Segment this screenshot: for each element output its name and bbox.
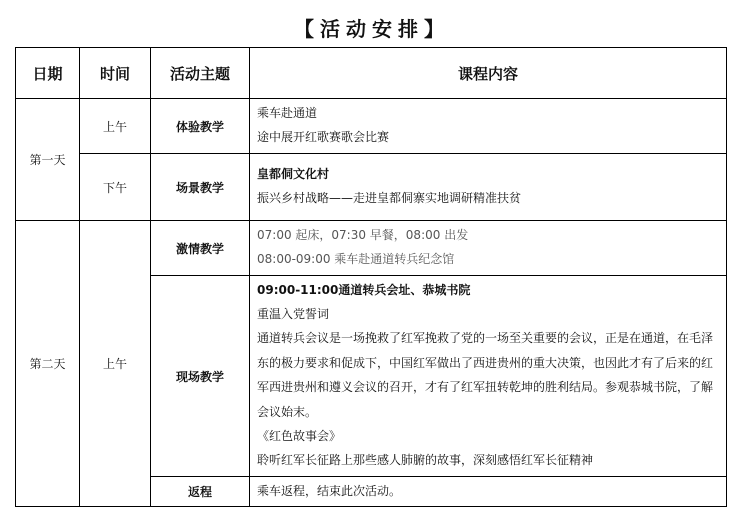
day1-date: 第一天 xyxy=(16,99,80,221)
header-date: 日期 xyxy=(16,48,80,99)
day2-passion-content xyxy=(250,221,727,276)
content-subheading: 重温入党誓词 xyxy=(257,307,330,321)
content-line: 07:00 起床，07:30 早餐，08:00 出发 xyxy=(257,228,469,242)
content-line: 振兴乡村战略——走进皇都侗寨实地调研精准扶贫 xyxy=(257,191,522,205)
day2-onsite-content xyxy=(250,276,727,477)
day1-afternoon-theme: 场景教学 xyxy=(151,154,250,221)
header-content: 课程内容 xyxy=(250,48,727,99)
content-paragraph: 通道转兵会议是一场挽救了红军挽救了党的一场至关重要的会议，正是在通道，在毛泽东的极力要求和促成下，中国红军做出了西进贵州的重大决策，也因此才有了后来的红军西进贵州和遵义会议的召开，才有了红军扭转乾坤的胜利结局。参观恭城书院，了解会议始末。 xyxy=(257,331,714,419)
content-line: 聆听红军长征路上那些感人肺腑的故事，深刻感悟红军长征精神 xyxy=(257,453,594,467)
header-time: 时间 xyxy=(80,48,151,99)
header-theme: 活动主题 xyxy=(151,48,250,99)
story-title: 《红色故事会》 xyxy=(257,429,342,443)
day2-time: 上午 xyxy=(80,221,151,507)
content-heading: 09:00-11:00通道转兵会址、恭城书院 xyxy=(257,283,471,297)
day1-afternoon-content xyxy=(250,154,727,221)
table-row xyxy=(16,221,727,276)
day1-morning-theme: 体验教学 xyxy=(151,99,250,154)
day2-return-content xyxy=(250,477,727,507)
schedule-table xyxy=(15,47,727,507)
header-row xyxy=(16,48,727,99)
day2-passion-theme: 激情教学 xyxy=(151,221,250,276)
table-row xyxy=(16,154,727,221)
day2-return-theme: 返程 xyxy=(151,477,250,507)
day1-morning-content xyxy=(250,99,727,154)
content-line: 乘车返程，结束此次活动。 xyxy=(257,483,402,498)
day1-morning-time: 上午 xyxy=(80,99,151,154)
day2-onsite-theme: 现场教学 xyxy=(151,276,250,477)
day2-date: 第二天 xyxy=(16,221,80,507)
content-line: 途中展开红歌赛歌会比赛 xyxy=(257,130,390,144)
day1-afternoon-time: 下午 xyxy=(80,154,151,221)
table-row xyxy=(16,99,727,154)
page-title: 【活动安排】 xyxy=(294,17,450,41)
content-heading: 皇都侗文化村 xyxy=(257,167,330,181)
content-line: 乘车赴通道 xyxy=(257,106,318,120)
content-line: 08:00-09:00 乘车赴通道转兵纪念馆 xyxy=(257,252,455,266)
